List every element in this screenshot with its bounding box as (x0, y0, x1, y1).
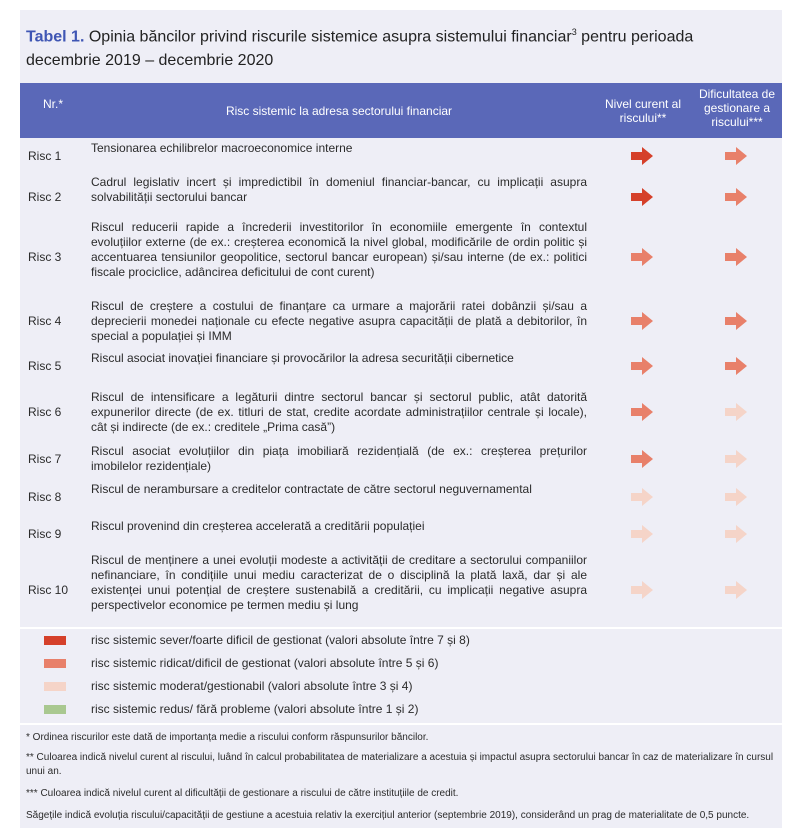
current-level-cell (631, 450, 653, 473)
current-level-cell (631, 248, 653, 271)
table-row (20, 294, 782, 348)
row-risk-text: Cadrul legislativ incert și impredictibil în domeniul financiar-bancar, cu implicații asupra solvabilității sectorului bancar (91, 175, 587, 204)
current-level-arrow-icon (631, 188, 653, 206)
current-level-arrow-icon (631, 403, 653, 421)
legend-text: risc sistemic ridicat/dificil de gestionat (valori absolute între 5 și 6) (91, 656, 439, 670)
difficulty-cell (725, 488, 747, 511)
table-row (20, 552, 782, 628)
legend-item (20, 700, 782, 720)
legend-text: risc sistemic redus/ fără probleme (valori absolute între 1 și 2) (91, 702, 419, 716)
table-row (20, 174, 782, 220)
row-number: Risc 5 (28, 359, 62, 373)
row-number: Risc 3 (28, 250, 62, 264)
row-number: Risc 2 (28, 190, 62, 204)
legend-swatch (44, 682, 66, 691)
difficulty-cell (725, 357, 747, 380)
row-number: Risc 6 (28, 405, 62, 419)
footnote-ref: 3 (571, 27, 577, 37)
row-number: Risc 9 (28, 527, 62, 541)
row-risk-text: Riscul provenind din creșterea accelerată a creditării populației (91, 519, 425, 533)
row-number: Risc 10 (28, 583, 69, 597)
table-label: Tabel 1. (26, 28, 85, 46)
title-text: Opinia băncilor privind riscurile sistemice asupra sistemului financiar (88, 28, 572, 46)
notes-separator (20, 723, 782, 725)
legend-item (20, 677, 782, 697)
row-number: Risc 1 (28, 149, 62, 163)
current-level-cell (631, 525, 653, 548)
table-row (20, 478, 782, 516)
current-level-cell (631, 312, 653, 335)
legend-swatch (44, 659, 66, 668)
table-row (20, 516, 782, 552)
row-number: Risc 7 (28, 452, 62, 466)
current-level-cell (631, 581, 653, 604)
difficulty-cell (725, 403, 747, 426)
row-risk-text: Riscul de creștere a costului de finanțare ca urmare a majorării ratei dobânzii și/sau a deprecierii monedei naționale cu efecte negative asupra capacității de plată a debitorilor, în special a populației și IMM (91, 299, 587, 343)
footnote: ** Culoarea indică nivelul curent al riscului, luând în calcul probabilitatea de materializare a acestuia și impactul asupra sectorului bancar în caz de materializare în cursul unui an. (26, 752, 774, 777)
table-row (20, 440, 782, 478)
difficulty-arrow-icon (725, 248, 747, 266)
difficulty-arrow-icon (725, 581, 747, 599)
legend-text: risc sistemic moderat/gestionabil (valori absolute între 3 și 4) (91, 679, 413, 693)
row-risk-text: Riscul asociat inovației financiare și provocărilor la adresa securității cibernetice (91, 351, 514, 365)
difficulty-arrow-icon (725, 312, 747, 330)
current-level-arrow-icon (631, 525, 653, 543)
table-row (20, 384, 782, 440)
row-number: Risc 4 (28, 314, 62, 328)
difficulty-arrow-icon (725, 525, 747, 543)
current-level-arrow-icon (631, 581, 653, 599)
row-risk-text: Riscul de nerambursare a creditelor contractate de către sectorul neguvernamental (91, 482, 532, 496)
difficulty-cell (725, 188, 747, 211)
legend-swatch (44, 636, 66, 645)
difficulty-arrow-icon (725, 450, 747, 468)
current-level-cell (631, 488, 653, 511)
footnote: *** Culoarea indică nivelul curent al dificultății de gestionare a riscului de către instituțiile de credit. (26, 788, 459, 799)
header-dificultate: Dificultatea de gestionare a riscului*** (698, 87, 776, 129)
row-risk-text: Riscul de menținere a unei evoluții modeste a activității de creditare a sectorului companiilor nefinanciare, în condițiile unui mediu caracterizat de o disciplină la plată laxă, dar și ale existenței unui potențial de creștere sustenabilă a creditării, cu implicații negative asupra perspectivelor economice pe termen mediu și lung (91, 553, 587, 612)
current-level-arrow-icon (631, 312, 653, 330)
current-level-cell (631, 403, 653, 426)
footnote: * Ordinea riscurilor este dată de importanța medie a riscului conform răspunsurilor băncilor. (26, 732, 429, 743)
current-level-cell (631, 188, 653, 211)
current-level-arrow-icon (631, 488, 653, 506)
difficulty-arrow-icon (725, 403, 747, 421)
legend-separator (20, 627, 782, 629)
header-risc: Risc sistemic la adresa sectorului financiar (225, 104, 453, 118)
legend-swatch (44, 705, 66, 714)
row-risk-text: Riscul reducerii rapide a încrederii investitorilor în economiile emergente în contextul evoluțiilor externe (de ex.: creșterea economică la nivel global, modificările de ordin politic și accentuarea tensiunilor geopolitice, sectorul bancar european) și/sau interne (de ex.: politici fiscale prociclice, adâncirea deficitului de cont curent) (91, 220, 587, 279)
header-nr: Nr.* (42, 97, 63, 111)
legend-item (20, 654, 782, 674)
difficulty-cell (725, 581, 747, 604)
current-level-arrow-icon (631, 147, 653, 165)
row-risk-text: Riscul de intensificare a legăturii dintre sectorul bancar și sectorul public, atât datorită expunerilor directe (de ex. titluri de stat, credite acordate administrațiilor centrale și locale), cât și indirecte (de ex.: creditele „Prima casă”) (91, 390, 587, 434)
table-row (20, 348, 782, 384)
header-nivel: Nivel curent al riscului** (604, 97, 682, 125)
current-level-cell (631, 357, 653, 380)
current-level-arrow-icon (631, 450, 653, 468)
difficulty-cell (725, 147, 747, 170)
table-title (26, 20, 766, 73)
row-risk-text: Tensionarea echilibrelor macroeconomice interne (91, 141, 353, 155)
current-level-arrow-icon (631, 357, 653, 375)
difficulty-arrow-icon (725, 357, 747, 375)
difficulty-cell (725, 450, 747, 473)
difficulty-cell (725, 248, 747, 271)
row-risk-text: Riscul asociat evoluțiilor din piața imobiliară rezidențială (de ex.: creșterea prețurilor imobilelor rezidențiale) (91, 444, 587, 473)
legend-text: risc sistemic sever/foarte dificil de gestionat (valori absolute între 7 și 8) (91, 633, 470, 647)
difficulty-cell (725, 312, 747, 335)
row-number: Risc 8 (28, 490, 62, 504)
table-row (20, 138, 782, 174)
current-level-arrow-icon (631, 248, 653, 266)
current-level-cell (631, 147, 653, 170)
table-header (20, 83, 782, 138)
legend-item (20, 631, 782, 651)
difficulty-cell (725, 525, 747, 548)
title-text-period: pentru perioada decembrie 2019 – decembrie 2020 (26, 28, 694, 70)
difficulty-arrow-icon (725, 488, 747, 506)
footnote: Săgețile indică evoluția riscului/capacității de gestiune a acestuia relativ la exercițiul anterior (septembrie 2019), considerând un prag de materialitate de 0,5 puncte. (26, 810, 750, 821)
table-row (20, 220, 782, 294)
difficulty-arrow-icon (725, 147, 747, 165)
difficulty-arrow-icon (725, 188, 747, 206)
